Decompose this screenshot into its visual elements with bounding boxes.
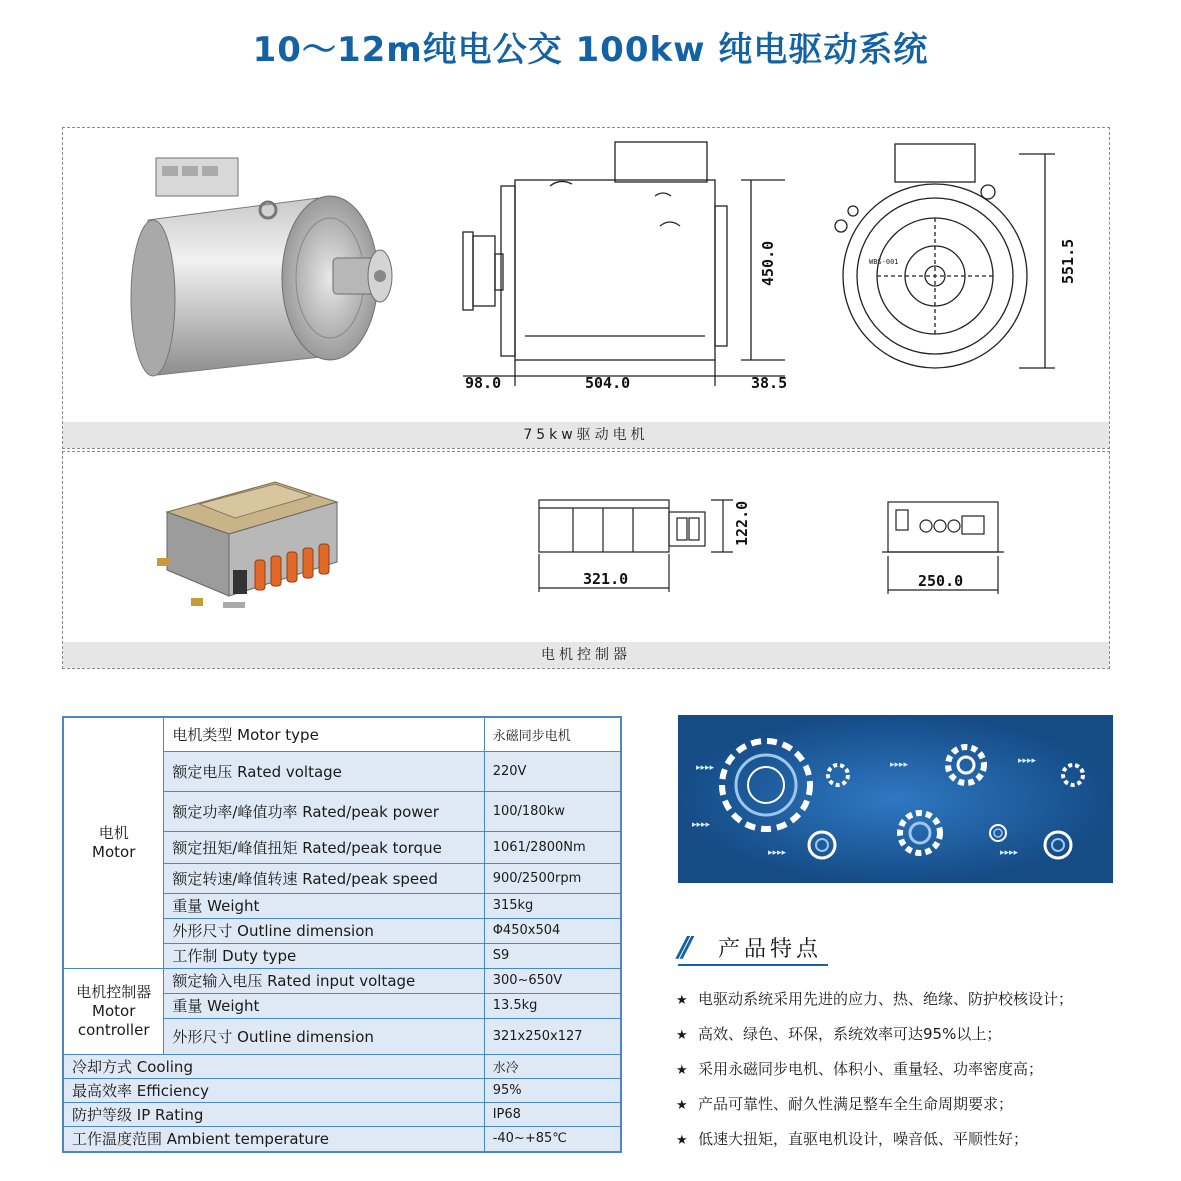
param-cell: 电机类型 Motor type [164,717,484,751]
banner-arrows: ▸▸▸▸ [692,820,711,830]
gear-banner-image [678,715,1113,883]
motor-side-drawing [455,136,795,394]
value-cell: 220V [484,751,621,791]
value-cell: 13.5kg [484,993,621,1018]
dim-motor-diameter: 551.5 [1059,238,1077,284]
motor-front-drawing [823,136,1085,376]
value-cell: 321x250x127 [484,1018,621,1054]
list-item [676,988,1116,1023]
param-cell: 额定输入电压 Rated input voltage [164,968,484,993]
feature-text: 高效、绿色、环保，系统效率可达95%以上； [698,1025,1002,1043]
value-cell: 95% [484,1078,621,1102]
param-cell: 最高效率 Efficiency [63,1078,484,1102]
feature-list [676,988,1116,1163]
param-cell: 工作制 Duty type [164,943,484,968]
spec-table [62,716,622,1153]
list-item [676,1058,1116,1093]
value-cell: 315kg [484,893,621,918]
feature-text: 采用永磁同步电机、体积小、重量轻、功率密度高； [698,1060,1044,1078]
group-controller [63,968,164,1054]
value-cell: -40~+85℃ [484,1126,621,1152]
banner-arrows: ▸▸▸▸ [696,763,715,773]
star-icon: ★ [676,1063,688,1078]
value-cell: 900/2500rpm [484,863,621,893]
param-cell: 工作温度范围 Ambient temperature [63,1126,484,1152]
param-cell: 额定电压 Rated voltage [164,751,484,791]
star-icon: ★ [676,1133,688,1148]
banner-arrows: ▸▸▸▸ [1018,756,1037,766]
dim-controller-length: 321.0 [583,570,629,588]
motor-render-image [118,150,438,390]
param-cell: 重量 Weight [164,893,484,918]
star-icon: ★ [676,993,688,1008]
dim-controller-width: 250.0 [918,572,964,590]
feature-text: 低速大扭矩，直驱电机设计，噪音低、平顺性好； [698,1130,1029,1148]
banner-arrows: ▸▸▸▸ [768,848,787,858]
dim-rear-length: 38.5 [751,374,788,392]
controller-panel [62,451,1110,669]
table-row [63,717,621,751]
param-cell: 额定功率/峰值功率 Rated/peak power [164,791,484,831]
star-icon: ★ [676,1028,688,1043]
group-controller-cn: 电机控制器 [76,982,152,1001]
value-cell: S9 [484,943,621,968]
param-cell: 额定转速/峰值转速 Rated/peak speed [164,863,484,893]
value-cell: 永磁同步电机 [484,717,621,751]
value-cell: 300~650V [484,968,621,993]
param-cell: 外形尺寸 Outline dimension [164,1018,484,1054]
banner-arrows: ▸▸▸▸ [890,760,909,770]
features-heading [678,928,1118,968]
group-controller-en-2: controller [77,1020,150,1039]
group-motor-en: Motor [92,842,136,861]
value-cell: 水冷 [484,1054,621,1078]
param-cell: 冷却方式 Cooling [63,1054,484,1078]
dim-controller-height: 122.0 [733,500,751,546]
param-cell: 外形尺寸 Outline dimension [164,918,484,943]
star-icon: ★ [676,1098,688,1113]
value-cell: IP68 [484,1102,621,1126]
param-cell: 防护等级 IP Rating [63,1102,484,1126]
value-cell: Φ450x504 [484,918,621,943]
group-motor [63,717,164,968]
value-cell: 1061/2800Nm [484,831,621,863]
feature-text: 电驱动系统采用先进的应力、热、绝缘、防护校核设计； [698,990,1074,1008]
controller-render-image [155,474,405,616]
banner-arrows: ▸▸▸▸ [1000,848,1019,858]
features-title: 产品特点 [718,937,823,962]
table-row [63,968,621,993]
group-motor-cn: 电机 [98,823,129,842]
table-row [63,1078,621,1102]
value-cell: 100/180kw [484,791,621,831]
group-controller-en-1: Motor [92,1001,136,1020]
controller-front-drawing [878,496,1008,600]
controller-panel-caption: 电机控制器 [63,642,1109,668]
table-row [63,1054,621,1078]
list-item [676,1128,1116,1163]
slash-icon: // [678,930,687,963]
list-item [676,1093,1116,1128]
feature-text: 产品可靠性、耐久性满足整车全生命周期要求； [698,1095,1014,1113]
page-title: 10～12m纯电公交 100kw 纯电驱动系统 [252,30,929,70]
table-row [63,1126,621,1152]
param-cell: 重量 Weight [164,993,484,1018]
controller-side-drawing [533,492,763,604]
list-item [676,1023,1116,1058]
motor-panel-caption: 75kw驱动电机 [63,422,1109,448]
heading-underline [678,964,828,966]
dim-motor-height: 450.0 [759,240,777,286]
table-row [63,1102,621,1126]
dim-flange-length: 98.0 [465,374,502,392]
gear-icon [678,715,1113,883]
dim-body-length: 504.0 [585,374,631,392]
motor-panel [62,127,1110,449]
motor-plate-label: WBS-001 [869,258,899,266]
param-cell: 额定扭矩/峰值扭矩 Rated/peak torque [164,831,484,863]
